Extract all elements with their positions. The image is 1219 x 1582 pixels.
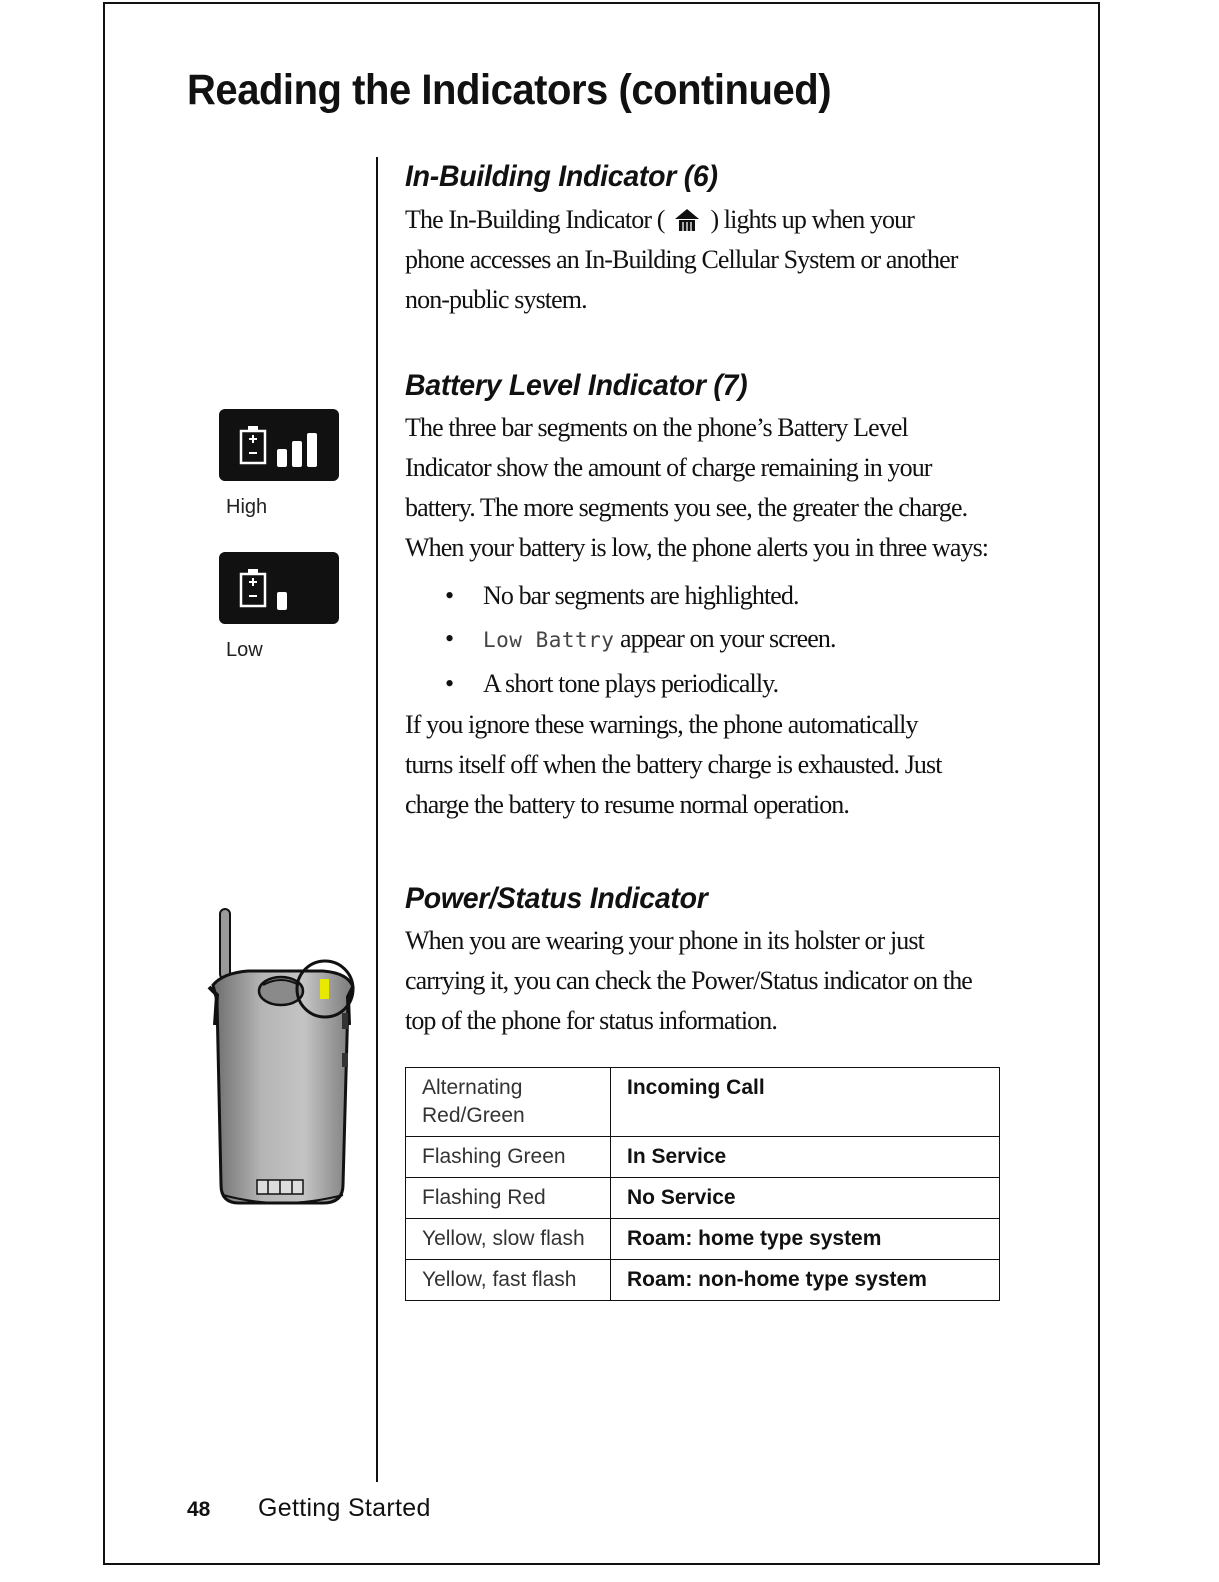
in-building-section [405,160,958,320]
battery-segment-3 [307,433,317,467]
indicator-light-cell: Yellow, slow flash [406,1219,611,1260]
battery-low-display [219,552,339,624]
battery-low-icon [219,552,339,624]
table-row [406,1219,1000,1260]
table-row [406,1178,1000,1219]
indicator-light-cell: Flashing Green [406,1137,611,1178]
battery-warning-text: If you ignore these warnings, the phone automatically turns itself off when the battery charge is exhausted. Just charge the battery to resume normal operation. [405,710,942,819]
in-building-text: The In-Building Indicator ( ) lights up when your phone accesses an In-Building Cellular System or another non-public system. [405,205,958,314]
in-building-heading: In-Building Indicator (6) [405,160,718,193]
indicator-light-cell: Yellow, fast flash [406,1260,611,1301]
footer-section-title: Getting Started [258,1494,431,1522]
house-icon [674,206,700,232]
status-indicator-table [405,1067,1000,1301]
battery-text: The three bar segments on the phone’s Battery Level Indicator show the amount of charge remaining in your battery. The more segments you see, the greater the charge. When your battery is low, the phone alerts you in three ways: [405,413,989,562]
battery-high-label: High [226,496,268,518]
battery-section [405,369,988,825]
power-status-section [405,882,972,1041]
indicator-status-cell: Incoming Call [611,1068,1000,1137]
list-item: • A short tone plays periodically. [445,669,779,698]
indicator-light-cell: Flashing Red [406,1178,611,1219]
indicator-light-cell: Alternating Red/Green [406,1068,611,1137]
low-battery-display-text: Low Battry [483,628,615,652]
column-divider [376,157,378,1482]
page-number: 48 [187,1498,211,1521]
battery-heading: Battery Level Indicator (7) [405,369,748,402]
indicator-status-cell: No Service [611,1178,1000,1219]
battery-alert-list [405,574,988,705]
battery-high-display [219,409,339,481]
battery-high-icon [219,409,339,481]
phone-top-illustration [203,905,363,1215]
power-status-heading: Power/Status Indicator [405,882,708,915]
list-item: • No bar segments are highlighted. [445,581,799,610]
status-led [320,979,329,999]
battery-segment-2 [292,441,302,467]
indicator-status-cell: Roam: non-home type system [611,1260,1000,1301]
indicator-status-cell: Roam: home type system [611,1219,1000,1260]
table-row [406,1137,1000,1178]
table-row [406,1068,1000,1137]
power-status-text: When you are wearing your phone in its holster or just carrying it, you can check the Power/Status indicator on the top of the phone for status information. [405,926,972,1035]
battery-segment-1 [277,592,287,610]
battery-low-label: Low [226,639,263,661]
indicator-status-cell: In Service [611,1137,1000,1178]
page-title: Reading the Indicators (continued) [187,66,832,114]
list-item: • Low Battry appear on your screen. [445,624,836,653]
table-row [406,1260,1000,1301]
battery-segment-1 [277,449,287,467]
